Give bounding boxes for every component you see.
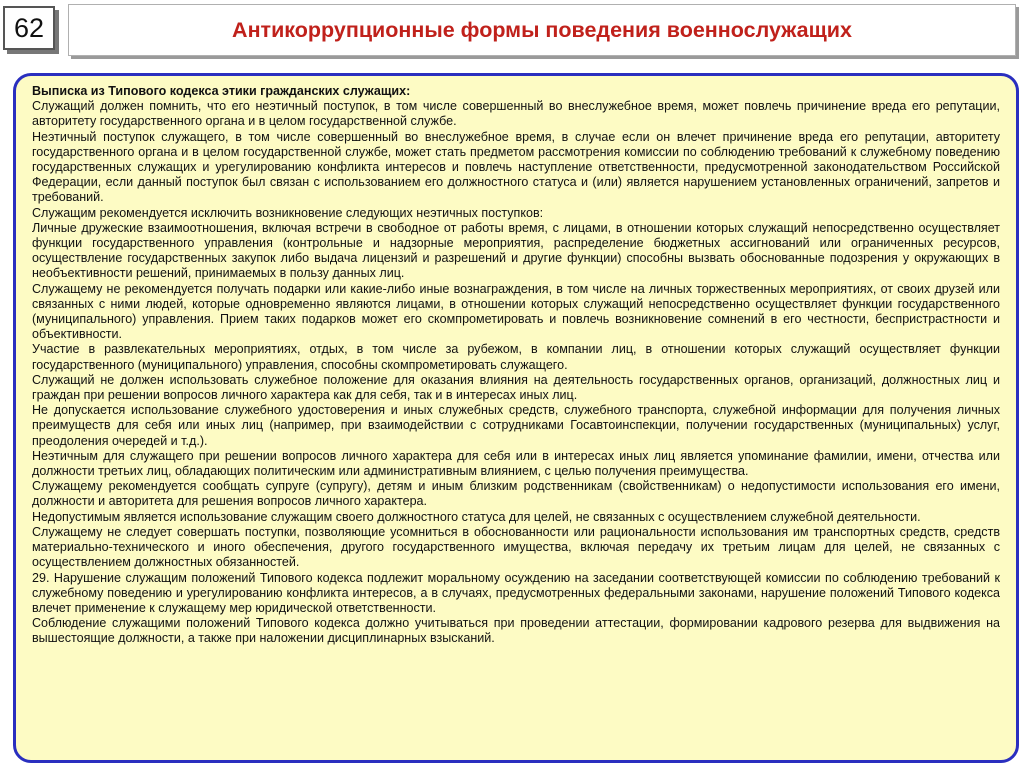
paragraph-1: Служащий должен помнить, что его неэтичный поступок, в том числе совершенный во внеслужебное время, может повлечь причинение вреда его репутации, авторитету государственного органа и в целом государственной службе. [32,99,1000,129]
slide-number: 62 [3,6,55,50]
paragraph-2: Неэтичный поступок служащего, в том числе совершенный во внеслужебное время, в случае если он влечет причинение вреда его репутации, авторитету государственного органа и в целом государственной службе, может стать предметом рассмотрения комиссии по соблюдению требований к служебному поведению государственных служащих и урегулированию конфликта интересов и повлечь наступление ответственности, предусмотренной законодательством Российской Федерации, если данный поступок был связан с использованием его должностного статуса и (или) является нарушением установленных ограничений, запретов и требований. [32,129,1000,205]
page-title: Антикоррупционные формы поведения военнослужащих [232,17,852,42]
paragraph-4: Личные дружеские взаимоотношения, включая встречи в свободное от работы время, с лицами, в отношении которых служащий непосредственно осуществляет функции государственного управления (контрольные и надзорные мероприятия, распределение бюджетных ассигнований или ограниченных ресурсов, осуществление государственных закупок либо выдача лицензий и разрешений и другие функции) способны вызвать обоснованные подозрения у окружающих в необъективности решений, принимаемых в пользу данных лиц. [32,220,1000,281]
content-heading: Выписка из Типового кодекса этики гражданских служащих: [32,84,411,98]
paragraph-8: Не допускается использование служебного удостоверения и иных служебных средств, служебного транспорта, служебной информации для получения личных преимуществ для себя или иных лиц (например, при взаимодействии с сотрудниками Госавтоинспекции, получении государственных (муниципальных) услуг, преодоления очередей и т.д.). [32,403,1000,448]
paragraph-3: Служащим рекомендуется исключить возникновение следующих неэтичных поступков: [32,205,544,220]
paragraph-10: Служащему рекомендуется сообщать супруге (супругу), детям и иным близким родственникам (свойственникам) о недопустимости использования его имени, должности и авторитета для решения вопросов личного характера. [32,479,1000,509]
paragraph-13: 29. Нарушение служащим положений Типового кодекса подлежит моральному осуждению на заседании соответствующей комиссии по соблюдению требований к служебному поведению и урегулированию конфликта интересов, а в случаях, предусмотренных федеральными законами, нарушение положений Типового кодекса влечет применение к служащему мер юридической ответственности. [32,570,1000,615]
paragraph-9: Неэтичным для служащего при решении вопросов личного характера для себя или в интересах иных лиц является упоминание фамилии, имени, отчества или должности третьих лиц, обладающих политическим или административным влиянием, с целью получения преимущества. [32,448,1000,479]
paragraph-6: Участие в развлекательных мероприятиях, отдых, в том числе за рубежом, в компании лиц, в отношении которых служащий осуществляет функции государственного (муниципального) управления, способны скомпрометировать служащего. [32,342,1000,372]
paragraph-14: Соблюдение служащими положений Типового кодекса должно учитываться при проведении аттестации, формировании кадрового резерва для выдвижения на вышестоящие должности, а также при наложении дисциплинарных взысканий. [32,616,1000,646]
paragraph-5: Служащему не рекомендуется получать подарки или какие-либо иные вознаграждения, в том числе на личных торжественных мероприятиях, от своих друзей или связанных с ними людей, которые одновременно являются лицами, в отношении которых служащий непосредственно осуществляет функции государственного (муниципального) управления. Прием таких подарков может его скомпрометировать и повлечь возникновение сомнений в его честности, беспристрастности и объективности. [32,281,1000,342]
title-box [68,4,1016,56]
paragraph-12: Служащему не следует совершать поступки, позволяющие усомниться в обоснованности или рациональности использования им транспортных средств, средств материально-технического и иного обеспечения, другого государственного имущества, включая передачу их третьим лицам для целей, не связанных с осуществлением должностных обязанностей. [32,524,1000,570]
paragraph-7: Служащий не должен использовать служебное положение для оказания влияния на деятельность государственных органов, организаций, должностных лиц и граждан при решении вопросов личного характера как для себя, так и в интересах иных лиц. [32,372,1000,403]
paragraph-11: Недопустимым является использование служащим своего должностного статуса для целей, не связанных с осуществлением служебной деятельности. [32,509,921,524]
content-box [13,73,1019,763]
